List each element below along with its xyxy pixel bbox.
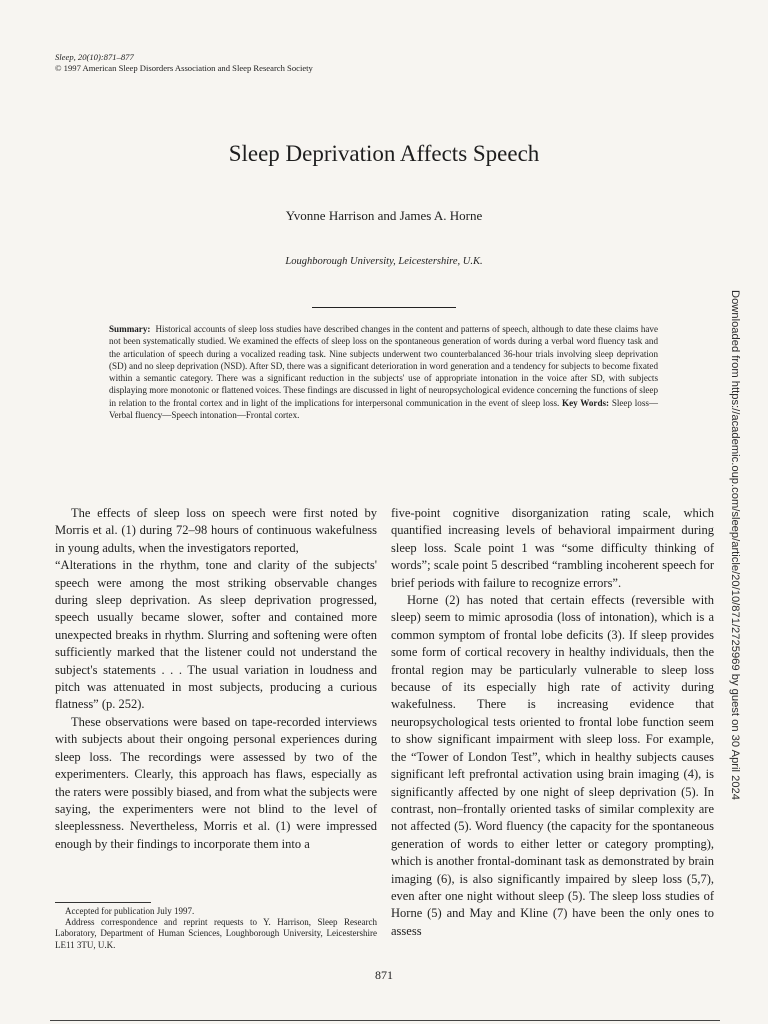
title-divider (312, 307, 456, 308)
body-paragraph: Horne (2) has noted that certain effects (reversible with sleep) seem to mimic aprosodia (loss of intonation), which is a common symptom of frontal lobe deficits (3). If sleep provides some form of cortical recovery in healthy individuals, then the frontal region may be particularly vulnerable to sleep loss because of its especially high rate of activity during wakefulness. There is increasing evidence that neuropsychological tests oriented to frontal lobe function seem to show significant impairment with sleep loss. For example, the “Tower of London Test”, which in healthy subjects causes significant left prefrontal activation using brain imaging (4), is significantly affected by one night of sleep deprivation (5). In contrast, non–frontally oriented tasks of similar complexity are not affected (5). Word fluency (the capacity for the spontaneous generation of words to either letter or category prompting), which is another frontal-dominant task as demonstrated by brain imaging (6), is also significantly impaired by sleep loss (5,7), even after one night without sleep (5). The sleep loss studies of Horne (5) and May and Kline (7) have been the only ones to assess (391, 593, 714, 938)
body-left-column (55, 505, 377, 853)
summary-abstract (109, 323, 658, 421)
footnote-divider (55, 902, 151, 903)
footnotes (55, 906, 377, 951)
keywords-label: Key Words: (562, 397, 610, 408)
summary-label: Summary: (109, 324, 151, 334)
journal-citation: Sleep, 20(10):871–877 (55, 52, 134, 62)
summary-text: Historical accounts of sleep loss studies have described changes in the content and patterns of speech, although to date these claims have not been systematically studied. We examined the effects of sleep loss on the spontaneous generation of words during a verbal word fluency task and the articulation of speech during a vocalized reading task. Nine subjects underwent two counterbalanced 36-hour trials involving sleep deprivation (SD) and no sleep deprivation (NSD). After SD, there was a significant deterioration in word generation and a tendency for subjects to become fixated within a semantic category. There was a significant reduction in the subjects' use of appropriate intonation in the voice after SD, with subjects displaying more monotonic or flattened voices. These findings are discussed in light of neuropsychological evidence concerning the functions of sleep in relation to the frontal cortex and in light of the implications for interpersonal communication in the event of sleep loss. (109, 324, 658, 408)
footnote-accepted: Accepted for publication July 1997. (65, 906, 195, 916)
article-authors: Yvonne Harrison and James A. Horne (285, 208, 483, 223)
article-title: Sleep Deprivation Affects Speech (228, 141, 540, 166)
body-right-column (391, 505, 714, 940)
download-stamp: Downloaded from https://academic.oup.com/sleep/article/20/10/871/2725969 by guest on 30 April 2024 (729, 290, 741, 800)
body-quote: “Alterations in the rhythm, tone and clarity of the subjects' speech were among the most striking observable changes during sleep deprivation. As sleep deprivation progressed, speech usually became slower, softer and contained more unexpected breaks in rhythm. Slurring and softening were often sufficiently marked that the listener could not understand the subject's statements . . . The usual variation in loudness and pitch was attenuated in most subjects, producing a curious flatness” (p. 252). (55, 558, 377, 712)
page-number: 871 (375, 968, 393, 982)
body-paragraph: These observations were based on tape-recorded interviews with subjects about their ongoing personal experiences during sleep loss. The recordings were assessed by two of the experimenters. Clearly, this approach has flaws, especially as the raters were possibly biased, and from what the subjects were saying, the experimenters were not blind to the level of sleeplessness. Nevertheless, Morris et al. (1) were impressed enough by their findings to incorporate them into a (55, 714, 377, 851)
footnote-correspondence: Address correspondence and reprint requests to Y. Harrison, Sleep Research Laboratory, Department of Human Sciences, Loughborough University, Leicestershire LE11 3TU, U.K. (55, 917, 377, 950)
copyright-line: © 1997 American Sleep Disorders Association and Sleep Research Society (55, 63, 313, 73)
body-paragraph: five-point cognitive disorganization rating scale, which quantified increasing levels of behavioral impairment during sleep loss. Scale point 1 was “some difficulty thinking of words”; scale point 5 described “rambling incoherent speech for brief periods with failure to recognize errors”. (391, 506, 714, 590)
journal-info (55, 52, 313, 74)
bottom-divider (50, 1020, 720, 1021)
body-paragraph: The effects of sleep loss on speech were first noted by Morris et al. (1) during 72–98 hours of continuous wakefulness in young adults, when the investigators reported, (55, 506, 377, 555)
keywords-text: Sleep loss—Verbal fluency—Speech intonation—Frontal cortex. (109, 397, 658, 421)
article-affiliation: Loughborough University, Leicestershire, U.K. (285, 256, 483, 267)
